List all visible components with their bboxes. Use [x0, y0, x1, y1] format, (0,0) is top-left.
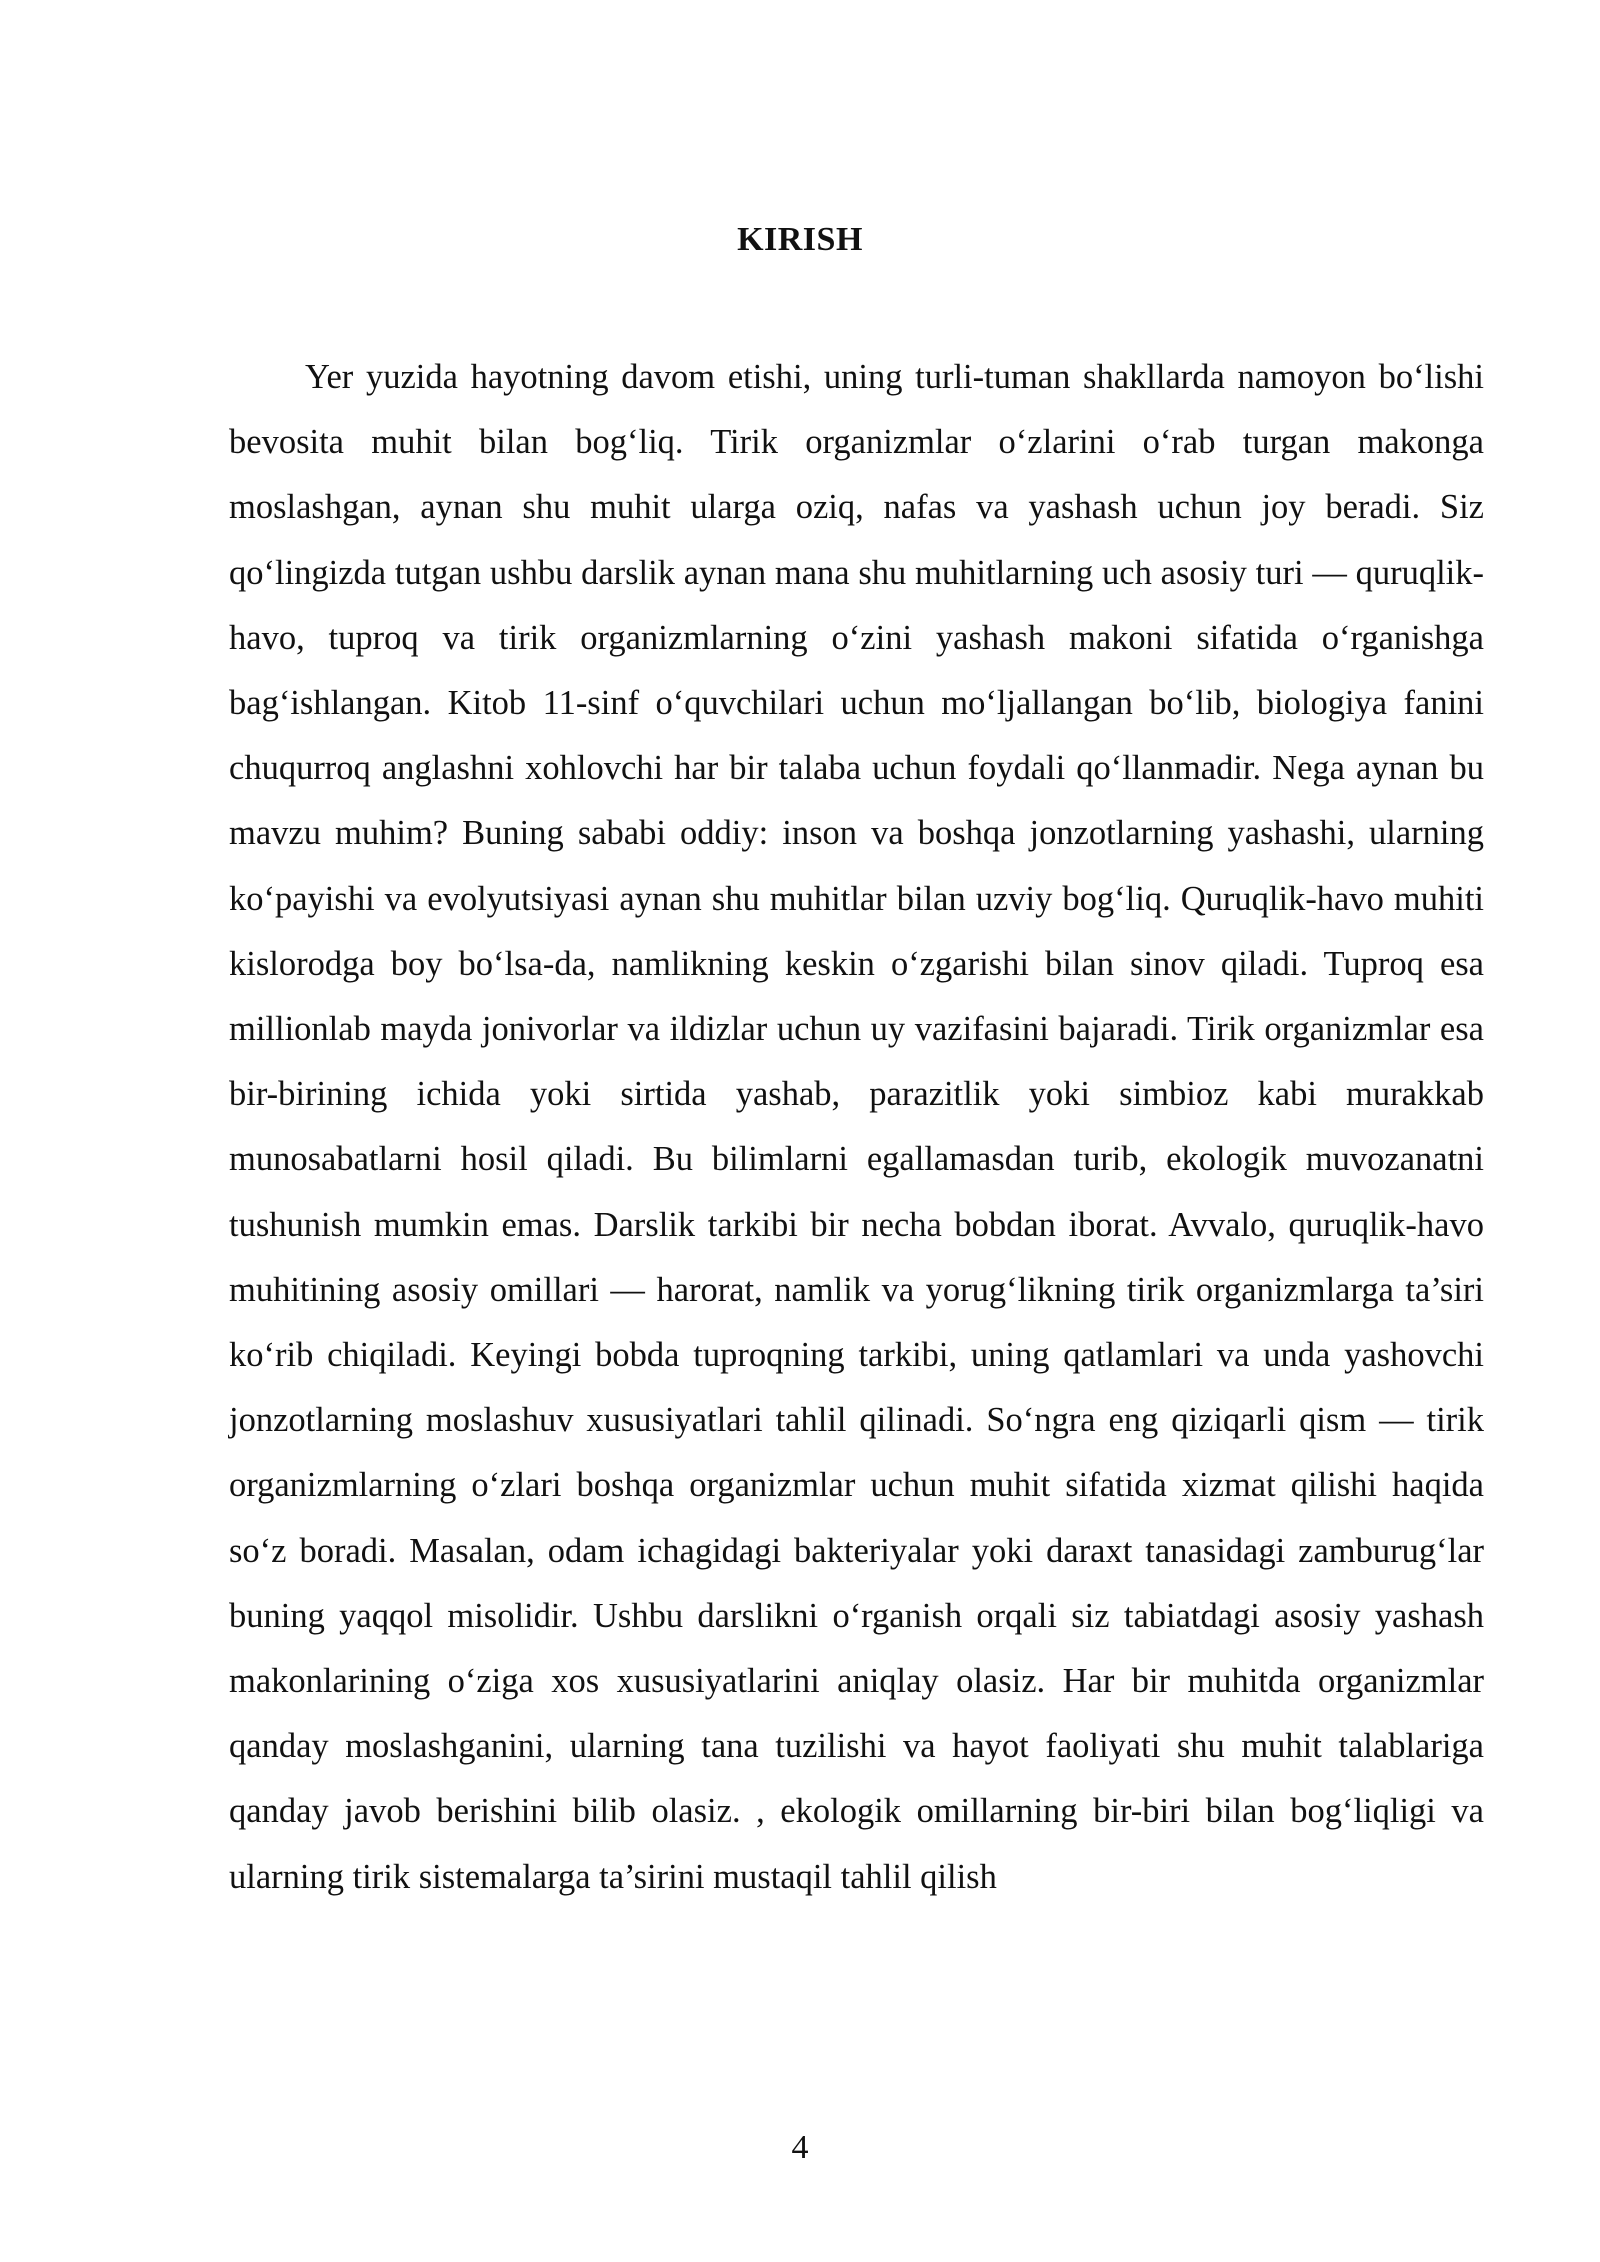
page-number: 4 — [791, 2129, 809, 2166]
body-paragraph: Yer yuzida hayotning davom etishi, uning turli-tuman shakllarda namoyon bo‘lishi bevosita muhit bilan bog‘liq. Tirik organizmlar o‘zlarini o‘rab turgan makonga moslashgan, aynan shu muhit ularga oziq, nafas va yashash uchun joy beradi. Siz qo‘lingizda tutgan ushbu darslik aynan mana shu muhitlarning uch asosiy turi — quruqlik-havo, tuproq va tirik organizmlarning o‘zini yashash makoni sifatida o‘rganishga bag‘ishlangan. Kitob 11-sinf o‘quvchilari uchun mo‘ljallangan bo‘lib, biologiya fanini chuqurroq anglashni xohlovchi har bir talaba uchun foydali qo‘llanmadir. Nega aynan bu mavzu muhim? Buning sababi oddiy: inson va boshqa jonzotlarning yashashi, ularning ko‘payishi va evolyutsiyasi aynan shu muhitlar bilan uzviy bog‘liq. Quruqlik-havo muhiti kislorodga boy bo‘lsa-da, namlikning keskin o‘zgarishi bilan sinov qiladi. Tuproq esa millionlab mayda jonivorlar va ildizlar uchun uy vazifasini bajaradi. Tirik organizmlar esa bir-birining ichida yoki sirtida yashab, parazitlik yoki simbioz kabi murakkab munosabatlarni hosil qiladi. Bu bilimlarni egallamasdan turib, ekologik muvozanatni tushunish mumkin emas. Darslik tarkibi bir necha bobdan iborat. Avvalo, quruqlik-havo muhitining asosiy omillari — harorat, namlik va yorug‘likning tirik organizmlarga ta’siri ko‘rib chiqiladi. Keyingi bobda tuproqning tarkibi, uning qatlamlari va unda yashovchi jonzotlarning moslashuv xususiyatlari tahlil qilinadi. So‘ngra eng qiziqarli qism — tirik organizmlarning o‘zlari boshqa organizmlar uchun muhit sifatida xizmat qilishi haqida so‘z boradi. Masalan, odam ichagidagi bakteriyalar yoki daraxt tanasidagi zamburug‘lar buning yaqqol misolidir. Ushbu darslikni o‘rganish orqali siz tabiatdagi asosiy yashash makonlarining o‘ziga xos xususiyatlarini aniqlay olasiz. Har bir muhitda organizmlar qanday moslashganini, ularning tana tuzilishi va hayot faoliyati shu muhit talablariga qanday javob berishini bilib olasiz. , ekologik omillarning bir-biri bilan bog‘liqligi va ularning tirik sistemalarga ta’sirini mustaqil tahlil qilish — [229, 358, 1484, 1896]
page-title: KIRISH — [737, 221, 863, 258]
